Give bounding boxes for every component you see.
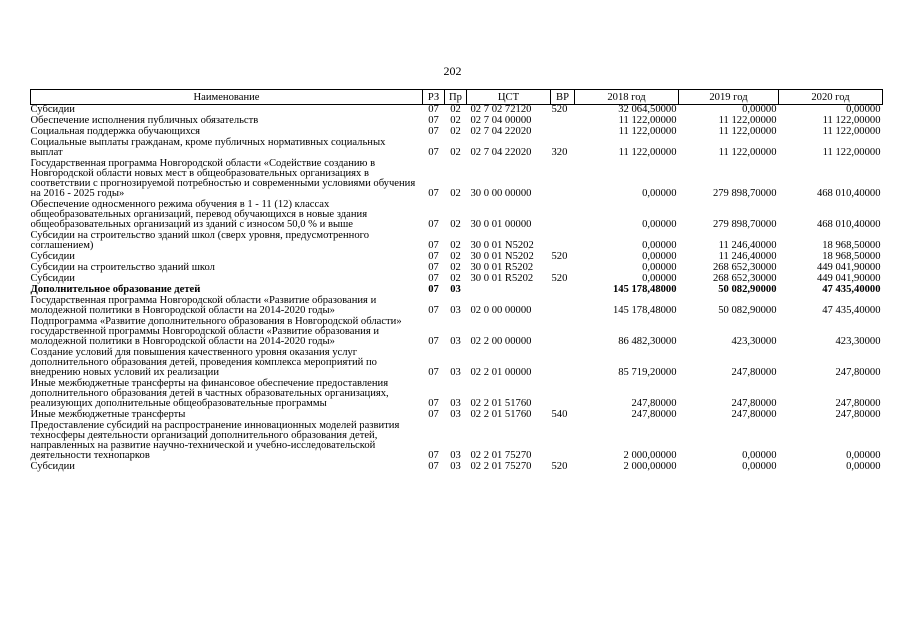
cell-2018: 247,80000 bbox=[631, 409, 677, 420]
header-2019: 2019 год bbox=[679, 90, 779, 105]
table-header-row bbox=[31, 90, 883, 105]
cell-pr: 03 bbox=[450, 409, 461, 420]
cell-rz: 07 bbox=[428, 409, 439, 420]
table-row bbox=[31, 231, 883, 252]
cell-name: Предоставление субсидий на распространение инновационных моделей развития техносферы деятельности организаций дополнительного образования детей, направленных на развитие научно-технической и учебно-исследовательской деятельности технопарков bbox=[30, 420, 400, 461]
cell-cst: 02 2 01 51760 bbox=[470, 398, 532, 409]
budget-table bbox=[30, 89, 883, 473]
cell-pr: 02 bbox=[450, 147, 461, 158]
cell-2020: 468 010,40000 bbox=[816, 188, 881, 199]
cell-2019: 50 082,90000 bbox=[718, 284, 777, 295]
cell-pr: 03 bbox=[450, 461, 461, 472]
cell-rz: 07 bbox=[428, 450, 439, 461]
cell-2020: 449 041,90000 bbox=[816, 273, 881, 284]
cell-2020: 0,00000 bbox=[846, 461, 881, 472]
header-name: Наименование bbox=[31, 90, 423, 105]
cell-2018: 11 122,00000 bbox=[618, 115, 677, 126]
table-row bbox=[31, 200, 883, 231]
cell-vr bbox=[551, 421, 575, 462]
cell-vr: 320 bbox=[551, 147, 568, 158]
cell-2018: 11 122,00000 bbox=[618, 147, 677, 158]
cell-2020: 47 435,40000 bbox=[822, 284, 881, 295]
cell-2020: 11 122,00000 bbox=[822, 126, 881, 137]
cell-2019: 0,00000 bbox=[742, 450, 777, 461]
cell-cst: 02 2 01 75270 bbox=[470, 461, 532, 472]
cell-2018: 247,80000 bbox=[631, 398, 677, 409]
cell-rz: 07 bbox=[428, 284, 439, 295]
header-2020: 2020 год bbox=[779, 90, 883, 105]
cell-2019: 279 898,70000 bbox=[712, 219, 777, 230]
header-pr: Пр bbox=[445, 90, 467, 105]
cell-vr bbox=[551, 159, 575, 200]
cell-rz: 07 bbox=[428, 336, 439, 347]
table-row bbox=[31, 138, 883, 159]
cell-2018: 0,00000 bbox=[642, 219, 677, 230]
cell-2019: 50 082,90000 bbox=[718, 305, 777, 316]
cell-2020: 449 041,90000 bbox=[816, 262, 881, 273]
cell-cst bbox=[467, 285, 551, 296]
cell-rz: 07 bbox=[428, 251, 439, 262]
cell-rz: 07 bbox=[428, 126, 439, 137]
cell-pr: 03 bbox=[450, 450, 461, 461]
cell-2020: 11 122,00000 bbox=[822, 147, 881, 158]
cell-2018: 11 122,00000 bbox=[618, 126, 677, 137]
cell-2020: 247,80000 bbox=[835, 398, 881, 409]
table-row bbox=[31, 296, 883, 317]
cell-name: Субсидии bbox=[30, 461, 75, 472]
cell-cst: 02 7 04 22020 bbox=[470, 126, 532, 137]
cell-cst: 30 0 00 00000 bbox=[470, 188, 532, 199]
cell-vr bbox=[551, 127, 575, 138]
cell-name: Государственная программа Новгородской области «Развитие образования и молодежной политики в Новгородской области на 2014-2020 годы» bbox=[30, 295, 377, 316]
cell-name: Создание условий для повышения качественного уровня оказания услуг дополнительного образования детей, проведения комплекса мероприятий по внедрению новых условий их реализации bbox=[30, 347, 377, 378]
cell-2018: 85 719,20000 bbox=[618, 367, 677, 378]
cell-rz: 07 bbox=[428, 461, 439, 472]
cell-pr: 03 bbox=[450, 336, 461, 347]
header-vr: ВР bbox=[551, 90, 575, 105]
cell-2019: 247,80000 bbox=[731, 398, 777, 409]
cell-2020: 247,80000 bbox=[835, 409, 881, 420]
cell-rz: 07 bbox=[428, 219, 439, 230]
cell-vr bbox=[551, 200, 575, 231]
table-row bbox=[31, 348, 883, 379]
cell-2018: 0,00000 bbox=[642, 262, 677, 273]
cell-vr bbox=[551, 379, 575, 410]
cell-2020: 11 122,00000 bbox=[822, 115, 881, 126]
cell-2019: 0,00000 bbox=[742, 104, 777, 115]
cell-vr bbox=[551, 116, 575, 127]
cell-name: Социальная поддержка обучающихся bbox=[30, 126, 201, 137]
cell-name: Субсидии на строительство зданий школ bbox=[30, 262, 215, 273]
cell-2020: 0,00000 bbox=[846, 450, 881, 461]
cell-name: Обеспечение исполнения публичных обязательств bbox=[30, 115, 259, 126]
cell-2018: 0,00000 bbox=[642, 251, 677, 262]
cell-name: Субсидии на строительство зданий школ (сверх уровня, предусмотренного соглашением) bbox=[30, 230, 369, 251]
cell-2020: 18 968,50000 bbox=[822, 240, 881, 251]
cell-cst: 02 2 01 51760 bbox=[470, 409, 532, 420]
cell-name: Подпрограмма «Развитие дополнительного образования в Новгородской области» государственной программы Новгородской области «Развитие образования и молодежной политики в Новгородской области на 2014-2020 годы» bbox=[30, 316, 402, 347]
cell-cst: 02 2 01 00000 bbox=[470, 367, 532, 378]
cell-vr: 520 bbox=[551, 273, 568, 284]
cell-name: Субсидии bbox=[30, 104, 75, 115]
cell-rz: 07 bbox=[428, 104, 439, 115]
table-row bbox=[31, 421, 883, 462]
cell-2019: 268 652,30000 bbox=[712, 262, 777, 273]
cell-name: Государственная программа Новгородской области «Содействие созданию в Новгородской области новых мест в общеобразовательных организациях в соответствии с прогнозируемой потребностью и современными условиями обучения на 2016 - 2025 годы» bbox=[30, 158, 416, 199]
cell-pr: 02 bbox=[450, 251, 461, 262]
cell-pr: 02 bbox=[450, 273, 461, 284]
cell-2020: 47 435,40000 bbox=[822, 305, 881, 316]
cell-pr: 02 bbox=[450, 104, 461, 115]
cell-2018: 2 000,00000 bbox=[623, 450, 677, 461]
table-row bbox=[31, 462, 883, 473]
cell-2018: 32 064,50000 bbox=[618, 104, 677, 115]
cell-vr bbox=[551, 231, 575, 252]
cell-name: Социальные выплаты гражданам, кроме публичных нормативных социальных выплат bbox=[30, 137, 386, 158]
cell-pr: 02 bbox=[450, 262, 461, 273]
cell-rz: 07 bbox=[428, 367, 439, 378]
cell-pr: 02 bbox=[450, 240, 461, 251]
cell-name: Субсидии bbox=[30, 251, 75, 262]
cell-cst: 02 2 01 75270 bbox=[470, 450, 532, 461]
cell-2018: 0,00000 bbox=[642, 240, 677, 251]
cell-2020: 468 010,40000 bbox=[816, 219, 881, 230]
cell-2018: 2 000,00000 bbox=[623, 461, 677, 472]
cell-2019: 0,00000 bbox=[742, 461, 777, 472]
cell-pr: 02 bbox=[450, 219, 461, 230]
cell-cst: 02 7 02 72120 bbox=[470, 104, 532, 115]
cell-cst: 30 0 01 00000 bbox=[470, 219, 532, 230]
cell-2020: 247,80000 bbox=[835, 367, 881, 378]
cell-rz: 07 bbox=[428, 398, 439, 409]
cell-cst: 02 7 04 00000 bbox=[470, 115, 532, 126]
cell-name: Иные межбюджетные трансферты на финансовое обеспечение предоставления дополнительного образования детей в частных образовательных организациях, реализующих дополнительные общеобразовательные программы bbox=[30, 378, 389, 409]
cell-vr bbox=[551, 285, 575, 296]
table-row bbox=[31, 379, 883, 410]
cell-rz: 07 bbox=[428, 305, 439, 316]
cell-rz: 07 bbox=[428, 115, 439, 126]
header-cst: ЦСТ bbox=[467, 90, 551, 105]
cell-pr: 02 bbox=[450, 115, 461, 126]
cell-name: Дополнительное образование детей bbox=[30, 284, 201, 295]
cell-2020: 18 968,50000 bbox=[822, 251, 881, 262]
cell-2019: 268 652,30000 bbox=[712, 273, 777, 284]
cell-name: Иные межбюджетные трансферты bbox=[30, 409, 186, 420]
cell-2019: 247,80000 bbox=[731, 409, 777, 420]
cell-vr bbox=[551, 348, 575, 379]
cell-2019: 423,30000 bbox=[731, 336, 777, 347]
cell-2020: 0,00000 bbox=[846, 104, 881, 115]
cell-pr: 03 bbox=[450, 398, 461, 409]
cell-2019: 11 246,40000 bbox=[718, 251, 777, 262]
cell-vr: 520 bbox=[551, 461, 568, 472]
cell-vr: 520 bbox=[551, 104, 568, 115]
header-rz: РЗ bbox=[423, 90, 445, 105]
cell-vr: 520 bbox=[551, 251, 568, 262]
cell-2019: 11 122,00000 bbox=[718, 115, 777, 126]
cell-2019: 279 898,70000 bbox=[712, 188, 777, 199]
cell-2019: 247,80000 bbox=[731, 367, 777, 378]
cell-vr: 540 bbox=[551, 409, 568, 420]
cell-cst: 30 0 01 N5202 bbox=[470, 240, 534, 251]
cell-rz: 07 bbox=[428, 262, 439, 273]
cell-2018: 0,00000 bbox=[642, 188, 677, 199]
cell-pr: 03 bbox=[450, 367, 461, 378]
cell-2018: 145 178,48000 bbox=[612, 305, 677, 316]
cell-name: Обеспечение односменного режима обучения в 1 - 11 (12) классах общеобразовательных организаций, перевод обучающихся в новые здания общеобразовательных организаций из зданий с износом 50,0 % и выше bbox=[30, 199, 368, 230]
cell-rz: 07 bbox=[428, 240, 439, 251]
cell-name: Субсидии bbox=[30, 273, 75, 284]
cell-cst: 30 0 01 R5202 bbox=[470, 262, 534, 273]
cell-2019: 11 246,40000 bbox=[718, 240, 777, 251]
cell-pr: 02 bbox=[450, 188, 461, 199]
table-row bbox=[31, 159, 883, 200]
cell-vr bbox=[551, 296, 575, 317]
cell-2019: 11 122,00000 bbox=[718, 147, 777, 158]
cell-2020: 423,30000 bbox=[835, 336, 881, 347]
cell-pr: 03 bbox=[450, 305, 461, 316]
cell-rz: 07 bbox=[428, 188, 439, 199]
cell-cst: 30 0 01 R5202 bbox=[470, 273, 534, 284]
cell-pr: 03 bbox=[450, 284, 461, 295]
cell-rz: 07 bbox=[428, 273, 439, 284]
table-row bbox=[31, 317, 883, 348]
cell-cst: 02 0 00 00000 bbox=[470, 305, 532, 316]
cell-2018: 86 482,30000 bbox=[618, 336, 677, 347]
cell-cst: 02 2 00 00000 bbox=[470, 336, 532, 347]
cell-rz: 07 bbox=[428, 147, 439, 158]
header-2018: 2018 год bbox=[575, 90, 679, 105]
page-number: 202 bbox=[443, 64, 462, 78]
cell-vr bbox=[551, 317, 575, 348]
cell-2018: 0,00000 bbox=[642, 273, 677, 284]
cell-cst: 02 7 04 22020 bbox=[470, 147, 532, 158]
cell-2018: 145 178,48000 bbox=[612, 284, 677, 295]
cell-cst: 30 0 01 N5202 bbox=[470, 251, 534, 262]
cell-2019: 11 122,00000 bbox=[718, 126, 777, 137]
cell-pr: 02 bbox=[450, 126, 461, 137]
